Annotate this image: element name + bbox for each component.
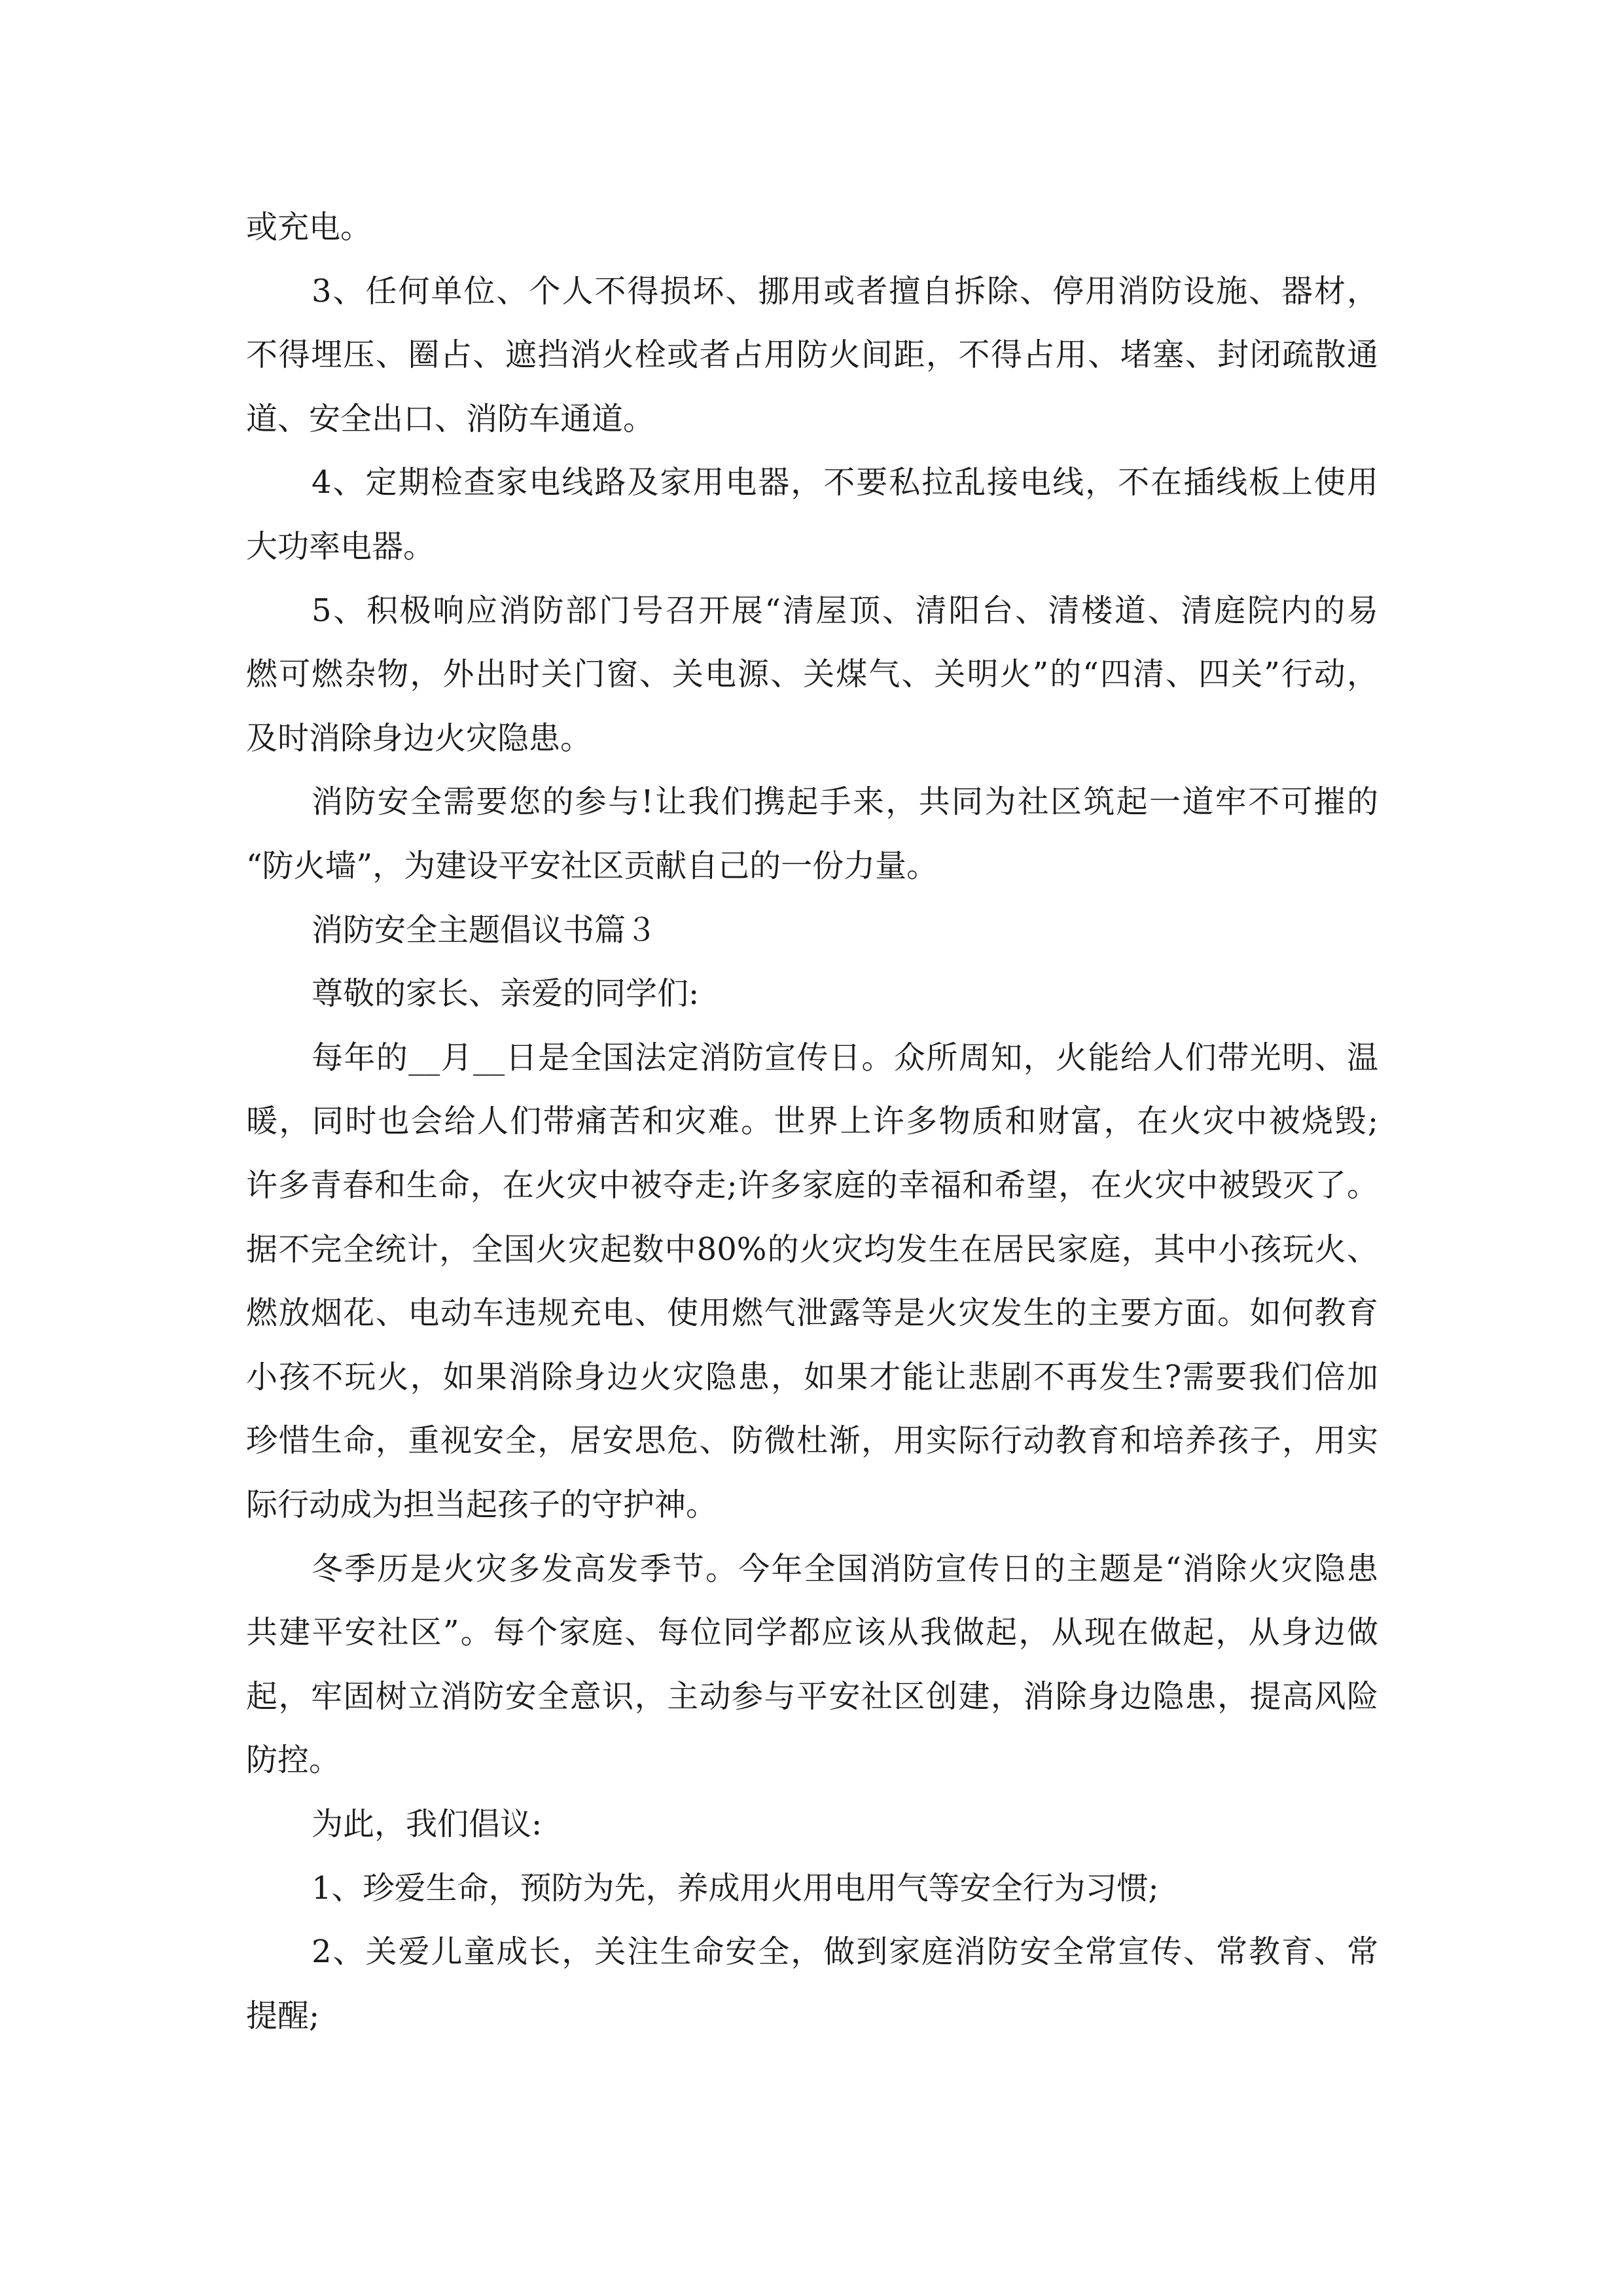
paragraph-line: 大功率电器。 xyxy=(246,528,435,565)
paragraph-line: 4、定期检查家电线路及家用电器，不要私拉乱接电线，不在插线板上使用 xyxy=(312,464,1378,501)
paragraph-line: 提醒; xyxy=(246,1997,320,2034)
paragraph-line: 际行动成为担当起孩子的守护神。 xyxy=(246,1486,718,1523)
paragraph-line: 防控。 xyxy=(246,1742,341,1779)
paragraph-line: 珍惜生命，重视安全，居安思危、防微杜渐，用实际行动教育和培养孩子，用实 xyxy=(246,1422,1378,1460)
paragraph-line: 每年的__月__日是全国法定消防宣传日。众所周知，火能给人们带光明、温 xyxy=(312,1039,1378,1076)
paragraph-line: 消防安全需要您的参与!让我们携起手来，共同为社区筑起一道牢不可摧的 xyxy=(312,783,1378,821)
paragraph-line: 许多青春和生命，在火灾中被夺走;许多家庭的幸福和希望，在火灾中被毁灭了。 xyxy=(246,1167,1378,1204)
paragraph-line: 不得埋压、圈占、遮挡消火栓或者占用防火间距，不得占用、堵塞、封闭疏散通 xyxy=(246,336,1378,374)
paragraph-line: 尊敬的家长、亲爱的同学们: xyxy=(312,975,700,1013)
paragraph-line: 5、积极响应消防部门号召开展“清屋顶、清阳台、清楼道、清庭院内的易 xyxy=(312,592,1378,629)
paragraph-line: 燃可燃杂物，外出时关门窗、关电源、关煤气、关明火”的“四清、四关”行动， xyxy=(246,656,1378,693)
paragraph-line: 燃放烟花、电动车违规充电、使用燃气泄露等是火灾发生的主要方面。如何教育 xyxy=(246,1295,1378,1332)
paragraph-line: 据不完全统计，全国火灾起数中80%的火灾均发生在居民家庭，其中小孩玩火、 xyxy=(246,1230,1378,1268)
paragraph-line: “防火墙”，为建设平安社区贡献自己的一份力量。 xyxy=(246,848,938,884)
paragraph-line: 及时消除身边火灾隐患。 xyxy=(246,719,592,757)
paragraph-line: 或充电。 xyxy=(246,209,372,245)
paragraph-line: 暖，同时也会给人们带痛苦和灾难。世界上许多物质和财富，在火灾中被烧毁; xyxy=(246,1103,1378,1140)
paragraph-line: 1、珍爱生命，预防为先，养成用火用电用气等安全行为习惯; xyxy=(312,1869,1159,1907)
paragraph-line: 3、任何单位、个人不得损坏、挪用或者擅自拆除、停用消防设施、器材， xyxy=(312,272,1378,310)
paragraph-line: 2、关爱儿童成长，关注生命安全，做到家庭消防安全常宣传、常教育、常 xyxy=(312,1933,1378,1971)
paragraph-line: 小孩不玩火，如果消除身边火灾隐患，如果才能让悲剧不再发生?需要我们倍加 xyxy=(246,1358,1378,1395)
paragraph-line: 道、安全出口、消防车通道。 xyxy=(246,400,655,437)
paragraph-line: 冬季历是火灾多发高发季节。今年全国消防宣传日的主题是“消除火灾隐患 xyxy=(312,1550,1378,1587)
paragraph-line: 起，牢固树立消防安全意识，主动参与平安社区创建，消除身边隐患，提高风险 xyxy=(246,1677,1378,1715)
paragraph-line: 为此，我们倡议: xyxy=(312,1806,543,1842)
paragraph-line: 共建平安社区”。每个家庭、每位同学都应该从我做起，从现在做起，从身边做 xyxy=(246,1614,1378,1651)
paragraph-line: 消防安全主题倡议书篇３ xyxy=(312,911,658,948)
